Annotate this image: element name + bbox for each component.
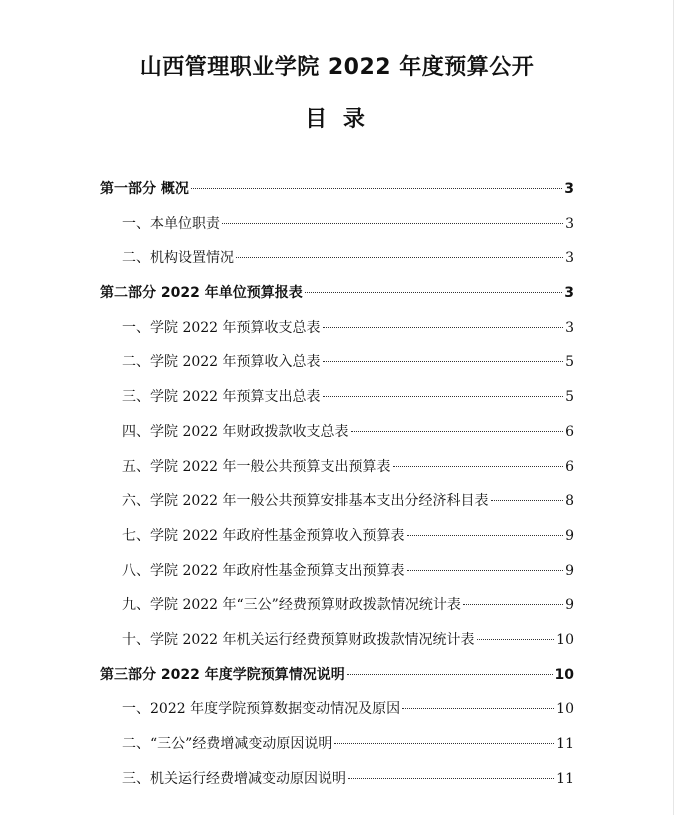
- toc-entry[interactable]: [100, 311, 574, 346]
- toc-page-number: 8: [565, 493, 574, 510]
- dot-leader: [463, 604, 563, 605]
- toc-entry-label: 六、学院 2022 年一般公共预算安排基本支出分经济科目表: [122, 493, 489, 510]
- toc-page-number: 10: [556, 701, 574, 718]
- toc-entry-label: 二、“三公”经费增减变动原因说明: [122, 736, 333, 752]
- toc-page-number: 5: [565, 354, 574, 371]
- toc-page-number: 9: [565, 562, 574, 579]
- toc-entry-label: 第三部分 2022 年度学院预算情况说明: [100, 666, 345, 683]
- toc-entry[interactable]: [100, 380, 574, 415]
- dot-leader: [323, 396, 564, 397]
- dot-leader: [402, 708, 554, 709]
- toc-entry[interactable]: [100, 450, 574, 485]
- toc-entry-label: 五、学院 2022 年一般公共预算支出预算表: [122, 458, 391, 475]
- toc-page-number: 3: [564, 285, 574, 302]
- toc-part-entry[interactable]: [100, 658, 574, 693]
- toc-entry[interactable]: [100, 207, 574, 242]
- toc-page-number: 11: [556, 736, 574, 752]
- toc-entry-label: 三、学院 2022 年预算支出总表: [122, 389, 321, 406]
- dot-leader: [191, 188, 562, 189]
- dot-leader: [351, 431, 564, 432]
- toc-entry-label: 十、学院 2022 年机关运行经费预算财政拨款情况统计表: [122, 631, 475, 648]
- dot-leader: [477, 639, 555, 640]
- dot-leader: [323, 327, 564, 328]
- toc-entry[interactable]: [100, 241, 574, 276]
- toc-page-number: 6: [565, 423, 574, 440]
- toc-entry-label: 二、机构设置情况: [122, 250, 234, 267]
- dot-leader: [347, 674, 553, 675]
- toc-entry[interactable]: [100, 588, 574, 623]
- dot-leader: [407, 570, 564, 571]
- dot-leader: [222, 223, 563, 224]
- toc-entry-label: 四、学院 2022 年财政拨款收支总表: [122, 423, 349, 440]
- toc-page-number: 11: [556, 770, 574, 787]
- dot-leader: [305, 292, 563, 293]
- toc-entry-label: 八、学院 2022 年政府性基金预算支出预算表: [122, 562, 405, 579]
- dot-leader: [348, 778, 554, 779]
- toc-page-number: 9: [565, 527, 574, 544]
- toc-entry[interactable]: [100, 484, 574, 519]
- dot-leader: [393, 466, 564, 467]
- toc-entry-label: 七、学院 2022 年政府性基金预算收入预算表: [122, 527, 405, 544]
- toc-entry[interactable]: [100, 692, 574, 727]
- toc-entry[interactable]: [100, 623, 574, 658]
- toc-page-number: 6: [565, 458, 574, 475]
- toc-page-number: 3: [565, 250, 574, 267]
- toc-part-entry[interactable]: [100, 172, 574, 207]
- toc-page-number: 3: [565, 319, 574, 336]
- toc-page-number: 9: [565, 597, 574, 614]
- toc-entry-label: 一、2022 年度学院预算数据变动情况及原因: [122, 701, 401, 718]
- toc-page-number: 10: [556, 631, 574, 648]
- toc-entry-label: 第一部分 概况: [100, 181, 189, 197]
- toc-entry-label: 一、本单位职责: [122, 215, 220, 232]
- dot-leader: [491, 500, 564, 501]
- toc-page-number: 3: [564, 181, 574, 197]
- toc-entry-label: 九、学院 2022 年“三公”经费预算财政拨款情况统计表: [122, 597, 461, 614]
- toc-page-number: 10: [554, 666, 574, 683]
- toc-entry[interactable]: [100, 519, 574, 554]
- toc-page-number: 5: [565, 389, 574, 406]
- toc-entry-label: 一、学院 2022 年预算收支总表: [122, 319, 321, 336]
- toc-entry[interactable]: [100, 762, 574, 797]
- table-of-contents: [100, 172, 574, 796]
- toc-heading: 目 录: [305, 107, 369, 132]
- toc-entry-label: 三、机关运行经费增减变动原因说明: [122, 770, 346, 787]
- dot-leader: [407, 535, 564, 536]
- toc-entry[interactable]: [100, 727, 574, 762]
- toc-entry[interactable]: [100, 345, 574, 380]
- toc-entry[interactable]: [100, 415, 574, 450]
- dot-leader: [334, 743, 554, 744]
- dot-leader: [323, 361, 564, 362]
- toc-entry-label: 第二部分 2022 年单位预算报表: [100, 285, 303, 302]
- toc-entry[interactable]: [100, 554, 574, 589]
- toc-page-number: 3: [565, 215, 574, 232]
- dot-leader: [236, 257, 563, 258]
- toc-entry-label: 二、学院 2022 年预算收入总表: [122, 354, 321, 371]
- toc-part-entry[interactable]: [100, 276, 574, 311]
- document-title: 山西管理职业学院 2022 年度预算公开: [139, 55, 535, 80]
